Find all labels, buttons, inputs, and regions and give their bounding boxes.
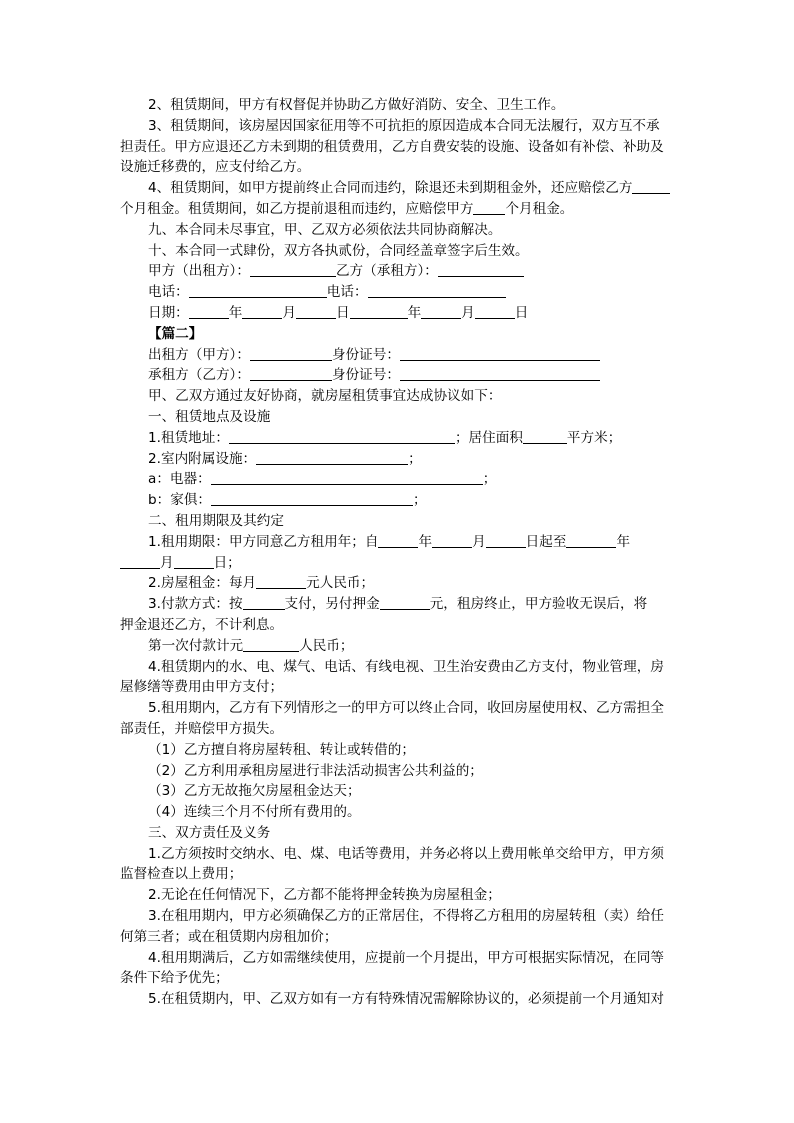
signature-dates: 日期： 年 月 日 年 月 日	[148, 304, 529, 321]
duty-4-line-2: 条件下给予优先；	[120, 970, 229, 987]
condition-item-2: （2）乙方利用承租房屋进行非法活动损害公共利益的；	[148, 762, 483, 779]
contract-body	[120, 95, 680, 1010]
blank-field[interactable]	[378, 533, 418, 548]
clause-4-line-1: 4、租赁期间，如甲方提前终止合同而违约，除退还未到期租金外，还应赔偿乙方	[120, 178, 680, 199]
section-two-heading: 二、租用期限及其约定	[148, 512, 284, 529]
lessor-line: 出租方（甲方）： 身份证号：	[120, 345, 680, 366]
clause-2: 2、租赁期间，甲方有权督促并协助乙方做好消防、安全、卫生工作。	[148, 97, 565, 113]
condition-item-1: （1）乙方擅自将房屋转租、转让或转借的；	[148, 741, 415, 758]
blank-field[interactable]	[250, 346, 332, 361]
blank-field[interactable]	[350, 304, 408, 319]
blank-field[interactable]	[400, 366, 600, 381]
termination-line-2: 部责任，并赔偿甲方损失。	[120, 720, 284, 737]
furniture-line: b：家俱： ；	[148, 492, 427, 509]
utilities-line-2: 屋修缮等费用由甲方支付；	[120, 679, 284, 696]
utilities-line-1: 4.租赁期内的水、电、煤气、电话、有线电视、卫生治安费由乙方支付，物业管理，房	[148, 658, 664, 675]
blank-field[interactable]	[189, 283, 327, 298]
clause-4-line-2: 个月租金。租赁期间，如乙方提前退租而违约，应赔偿甲方 个月租金。	[120, 200, 574, 217]
blank-field[interactable]	[174, 554, 214, 569]
duty-4-line-1: 4.租用期满后，乙方如需继续使用，应提前一个月提出，甲方可根据实际情况，在同等	[148, 949, 664, 966]
rent-line: 2.房屋租金：每月 元人民币；	[148, 575, 375, 592]
clause-3-line-3: 设施迁移费的，应支付给乙方。	[120, 159, 311, 176]
blank-field[interactable]	[473, 200, 505, 215]
blank-field[interactable]	[211, 491, 413, 506]
blank-field[interactable]	[421, 304, 461, 319]
blank-field[interactable]	[250, 262, 336, 277]
lease-term-line-2: 月 日；	[120, 553, 680, 574]
blank-field[interactable]	[566, 533, 616, 548]
signature-phones: 电话： 电话：	[120, 282, 680, 303]
blank-field[interactable]	[120, 554, 160, 569]
blank-field[interactable]	[189, 304, 229, 319]
blank-field[interactable]	[296, 304, 336, 319]
blank-field[interactable]	[211, 470, 483, 485]
blank-field[interactable]	[256, 574, 306, 589]
duty-3-line-1: 3.在租用期内，甲方必须确保乙方的正常居住，不得将乙方租用的房屋转租（卖）给任	[148, 908, 664, 925]
rental-address-line: 1.租赁地址： ；居住面积 平方米；	[148, 429, 622, 446]
blank-field[interactable]	[432, 533, 472, 548]
lessee-line: 承租方（乙方）： 身份证号：	[120, 365, 680, 386]
condition-item-3: （3）乙方无故拖欠房屋租金达天；	[148, 783, 361, 800]
agreement-intro: 甲、乙双方通过友好协商，就房屋租赁事宜达成协议如下：	[148, 388, 502, 405]
clause-ten: 十、本合同一式肆份，双方各执贰份，合同经盖章签字后生效。	[148, 242, 529, 259]
blank-field[interactable]	[632, 179, 670, 194]
duty-5-line-1: 5.在租赁期内，甲、乙双方如有一方有特殊情况需解除协议的，必须提前一个月通知对	[148, 991, 664, 1008]
section-three-heading: 三、双方责任及义务	[148, 824, 271, 841]
duty-2: 2.无论在任何情况下，乙方都不能将押金转换为房屋租金；	[148, 887, 501, 904]
duty-1-line-2: 监督检查以上费用；	[120, 866, 243, 883]
blank-field[interactable]	[242, 304, 282, 319]
blank-field[interactable]	[243, 637, 299, 652]
blank-field[interactable]	[243, 595, 285, 610]
lease-term-line-1: 1.租用期限：甲方同意乙方租用年；自 年 月 日起至 年	[148, 533, 631, 550]
payment-line-2: 押金退还乙方，不计利息。	[120, 616, 284, 633]
duty-3-line-2: 何第三者；或在租赁期内房租加价；	[120, 928, 338, 945]
blank-field[interactable]	[475, 304, 515, 319]
facilities-line: 2.室内附属设施： ；	[148, 450, 422, 467]
blank-field[interactable]	[229, 429, 455, 444]
blank-field[interactable]	[438, 262, 524, 277]
section-one-heading: 一、租赁地点及设施	[148, 408, 271, 425]
clause-3-line-1: 3、租赁期间，该房屋因国家征用等不可抗拒的原因造成本合同无法履行，双方互不承	[148, 117, 660, 134]
blank-field[interactable]	[256, 450, 408, 465]
payment-line-1: 3.付款方式：按 支付，另付押金 元，租房终止，甲方验收无误后，将	[148, 596, 648, 613]
first-payment-line: 第一次付款计元 人民币；	[148, 637, 354, 654]
blank-field[interactable]	[250, 366, 332, 381]
condition-item-4: （4）连续三个月不付所有费用的。	[148, 804, 361, 821]
termination-line-1: 5.租用期内，乙方有下列情形之一的甲方可以终止合同，收回房屋使用权、乙方需担全	[148, 700, 664, 717]
blank-field[interactable]	[523, 429, 567, 444]
appliances-line: a：电器： ；	[148, 471, 497, 488]
blank-field[interactable]	[368, 283, 506, 298]
clause-nine: 九、本合同未尽事宜，甲、乙双方必须依法共同协商解决。	[148, 221, 502, 238]
duty-1-line-1: 1.乙方须按时交纳水、电、煤、电话等费用，并务必将以上费用帐单交给甲方，甲方须	[148, 845, 664, 862]
section-heading-part-two: 【篇二】	[148, 325, 203, 342]
blank-field[interactable]	[380, 595, 430, 610]
blank-field[interactable]	[400, 346, 600, 361]
clause-3-line-2: 担责任。甲方应退还乙方未到期的租赁费用，乙方自费安装的设施、设备如有补偿、补助及	[120, 138, 664, 155]
blank-field[interactable]	[486, 533, 526, 548]
signature-parties: 甲方（出租方）： 乙方（承租方）：	[120, 261, 680, 282]
